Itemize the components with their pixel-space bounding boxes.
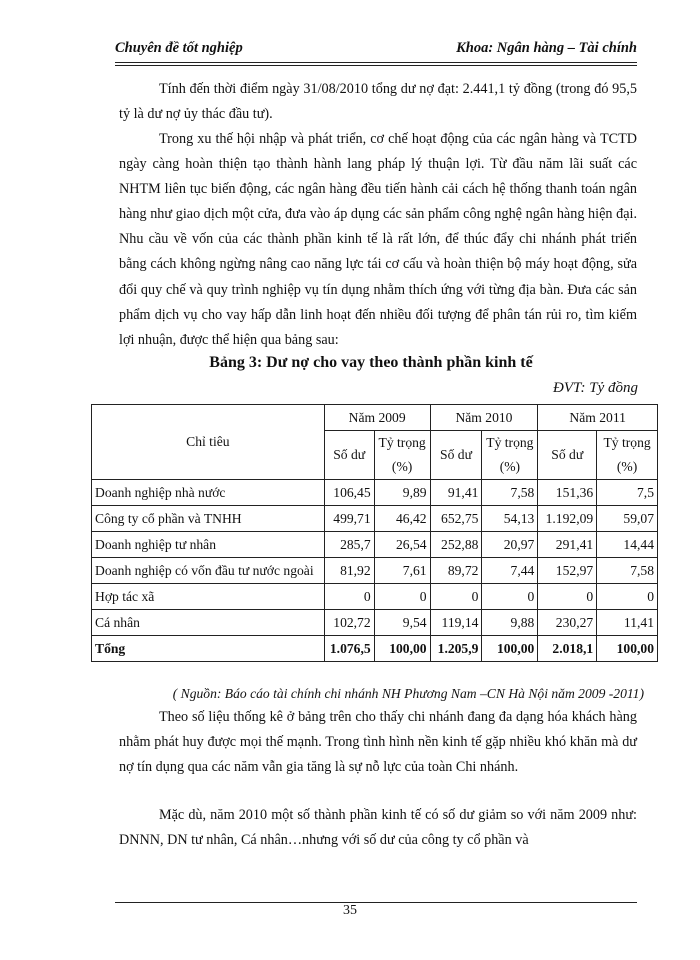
row-value-cell: 89,72 [430, 558, 482, 584]
header-left: Chuyên đề tốt nghiệp [115, 40, 243, 56]
total-cell: 1.205,9 [430, 636, 482, 662]
paragraph-4-text: Mặc dù, năm 2010 một số thành phần kinh tế có số dư giảm so với năm 2009 như: DNNN, DN tư nhân, Cá nhân…nhưng với số dư của công ty cổ phần và [119, 807, 637, 849]
row-value-cell: 0 [324, 584, 374, 610]
year-2011-header: Năm 2011 [538, 405, 658, 431]
row-value-cell: 11,41 [597, 610, 658, 636]
header-right: Khoa: Ngân hàng – Tài chính [456, 40, 637, 56]
row-value-cell: 0 [430, 584, 482, 610]
row-value-cell: 652,75 [430, 506, 482, 532]
row-value-cell: 9,89 [374, 480, 430, 506]
table-header-row [92, 405, 658, 431]
table-row [92, 558, 658, 584]
header-rule-double [115, 65, 637, 66]
row-value-cell: 7,58 [482, 480, 538, 506]
page-header [115, 40, 637, 62]
row-value-cell: 0 [538, 584, 597, 610]
row-value-cell: 252,88 [430, 532, 482, 558]
paragraph-2-text: Trong xu thế hội nhập và phát triển, cơ chế hoạt động của các ngân hàng và TCTD ngày càng hoàn thiện tạo thành hành lang pháp lý thuận lợi. Từ đầu năm lãi suất các NHTM liên tục biến động, các ngân hàng đều tiến hành cải cách hệ thống thanh toán ngân hàng như giao dịch một cửa, đưa vào áp dụng các sản phẩm công nghệ ngân hàng hiện đại. Nhu cầu về vốn của các thành phần kinh tế là rất lớn, để thúc đẩy chi nhánh phát triển bằng cách không ngừng nâng cao năng lực tái cơ cấu và hoàn thiện bộ máy hoạt động, sửa đổi quy chế và quy trình nghiệp vụ tín dụng nhằm thích ứng với từng địa bàn. Đưa các sản phẩm dịch vụ cho vay hấp dẫn linh hoạt đến nhiều đối tượng để phân tán rủi ro, tìm kiếm lợi nhuận, được thể hiện qua bảng sau: [119, 131, 637, 348]
row-value-cell: 81,92 [324, 558, 374, 584]
loan-table [91, 404, 658, 662]
total-cell: 1.076,5 [324, 636, 374, 662]
row-value-cell: 291,41 [538, 532, 597, 558]
ratio-header: Tỷ trọng (%) [374, 431, 430, 480]
balance-header: Số dư [538, 431, 597, 480]
row-label: Cá nhân [92, 610, 325, 636]
balance-header: Số dư [324, 431, 374, 480]
table-total-row [92, 636, 658, 662]
ratio-header: Tỷ trọng (%) [597, 431, 658, 480]
row-value-cell: 7,61 [374, 558, 430, 584]
row-value-cell: 91,41 [430, 480, 482, 506]
year-2010-header: Năm 2010 [430, 405, 538, 431]
paragraph-3 [119, 705, 637, 780]
row-value-cell: 9,88 [482, 610, 538, 636]
table-title: Bảng 3: Dư nợ cho vay theo thành phần kinh tế [209, 354, 533, 371]
row-value-cell: 0 [482, 584, 538, 610]
total-cell: 100,00 [482, 636, 538, 662]
paragraph-3-text: Theo số liệu thống kê ở bảng trên cho thấy chi nhánh đang đa dạng hóa khách hàng nhằm phát huy được mọi thế mạnh. Trong tình hình nền kinh tế gặp nhiều khó khăn mà dư nợ tín dụng qua các năm vẫn gia tăng là sự nỗ lực của toàn Chi nhánh. [119, 709, 637, 776]
row-value-cell: 151,36 [538, 480, 597, 506]
table-source: ( Nguồn: Báo cáo tài chính chi nhánh NH Phương Nam –CN Hà Nội năm 2009 -2011) [172, 686, 644, 701]
row-value-cell: 9,54 [374, 610, 430, 636]
header-rule [115, 62, 637, 63]
row-label: Doanh nghiệp tư nhân [92, 532, 325, 558]
table-row [92, 480, 658, 506]
row-value-cell: 14,44 [597, 532, 658, 558]
year-2009-header: Năm 2009 [324, 405, 430, 431]
total-cell: 100,00 [374, 636, 430, 662]
row-value-cell: 230,27 [538, 610, 597, 636]
paragraph-2 [119, 127, 637, 353]
row-value-cell: 499,71 [324, 506, 374, 532]
row-value-cell: 0 [597, 584, 658, 610]
row-label: Doanh nghiệp có vốn đầu tư nước ngoài [92, 558, 325, 584]
table-row [92, 610, 658, 636]
paragraph-1-text: Tính đến thời điểm ngày 31/08/2010 tổng dư nợ đạt: 2.441,1 tỷ đồng (trong đó 95,5 tỷ là dư nợ ủy thác đầu tư). [119, 81, 637, 123]
row-value-cell: 20,97 [482, 532, 538, 558]
table-unit: ĐVT: Tỷ đồng [552, 380, 638, 396]
table-body [92, 480, 658, 636]
balance-header: Số dư [430, 431, 482, 480]
table-row [92, 584, 658, 610]
page-number: 35 [343, 903, 357, 918]
row-value-cell: 119,14 [430, 610, 482, 636]
row-value-cell: 106,45 [324, 480, 374, 506]
row-value-cell: 1.192,09 [538, 506, 597, 532]
ratio-header: Tỷ trọng (%) [482, 431, 538, 480]
table-row [92, 532, 658, 558]
row-value-cell: 59,07 [597, 506, 658, 532]
row-value-cell: 7,44 [482, 558, 538, 584]
row-value-cell: 285,7 [324, 532, 374, 558]
total-cell: 2.018,1 [538, 636, 597, 662]
table-row [92, 506, 658, 532]
row-value-cell: 46,42 [374, 506, 430, 532]
total-label: Tổng [92, 636, 325, 662]
row-value-cell: 7,58 [597, 558, 658, 584]
row-value-cell: 7,5 [597, 480, 658, 506]
row-value-cell: 26,54 [374, 532, 430, 558]
paragraph-1 [119, 77, 637, 127]
row-value-cell: 102,72 [324, 610, 374, 636]
row-label: Công ty cổ phần và TNHH [92, 506, 325, 532]
row-value-cell: 54,13 [482, 506, 538, 532]
row-label: Doanh nghiệp nhà nước [92, 480, 325, 506]
row-label: Hợp tác xã [92, 584, 325, 610]
row-value-cell: 0 [374, 584, 430, 610]
row-value-cell: 152,97 [538, 558, 597, 584]
paragraph-4 [119, 803, 637, 853]
total-cell: 100,00 [597, 636, 658, 662]
criteria-header: Chỉ tiêu [92, 405, 325, 480]
